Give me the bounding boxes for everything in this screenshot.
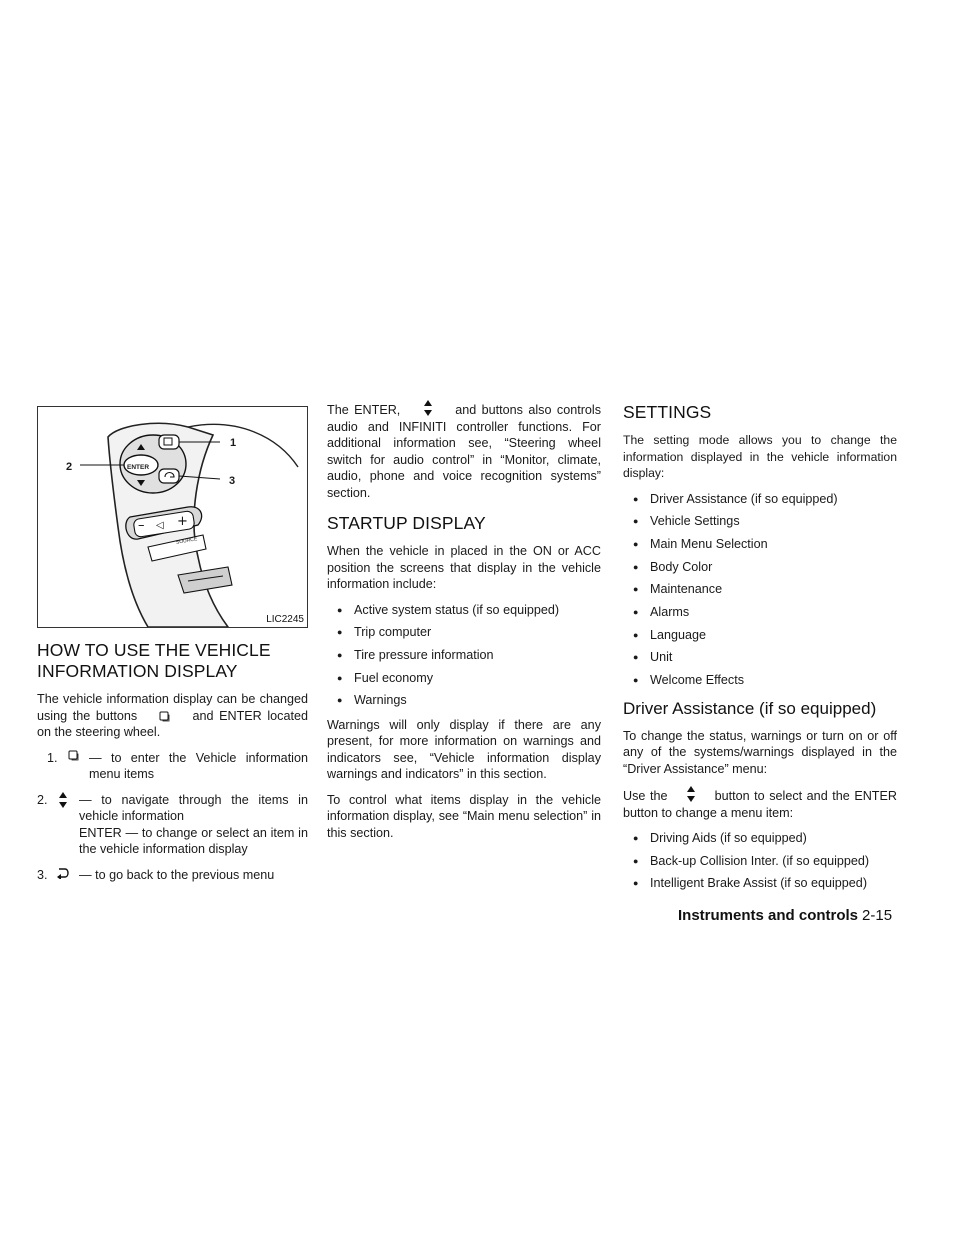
steering-switch-figure — [37, 406, 308, 628]
menu-selection-paragraph: To control what items display in the vehicle information display, see “Main menu selection” in this section. — [327, 792, 601, 840]
warnings-paragraph: Warnings will only display if there are any present, for more information on warnings and indicators see, “Vehicle information display warnings and indicators” in this section. — [327, 717, 601, 782]
column-3 — [623, 402, 897, 900]
list-item: ● Main Menu Selection — [623, 536, 897, 553]
startup-intro: When the vehicle in placed in the ON or ACC position the screens that display in the vehicle information include: — [327, 544, 601, 591]
list-item: ● Warnings — [327, 692, 601, 709]
list-item: ● Maintenance — [623, 581, 897, 598]
list-item-2: 2. — to navigate through the items in vehicle information ENTER — to change or select an item in the vehicle information display — [37, 792, 308, 856]
subheading-driver-assistance: Driver Assistance (if so equipped) — [623, 698, 877, 718]
list-item: ● Active system status (if so equipped) — [327, 602, 601, 619]
intro-paragraph: The vehicle information display can be changed using the buttons and ENTER located on the steering wheel. — [37, 692, 308, 739]
svg-text:+: + — [177, 514, 188, 529]
list-item: ● Tire pressure information — [327, 647, 601, 664]
source-button-label: SOURCE — [175, 536, 198, 546]
settings-list — [623, 491, 897, 689]
page-number: 2-15 — [862, 907, 893, 924]
driver-assistance-paragraph: To change the status, warnings or turn on or off any of the systems/warnings displayed in the “Driver Assistance” menu: — [623, 728, 897, 776]
figure-code: LIC2245 — [266, 614, 304, 625]
list-item-1: 1. — to enter the Vehicle information menu items — [47, 750, 308, 781]
list-item-3: 3. — to go back to the previous menu — [37, 867, 275, 882]
column-1 — [37, 406, 308, 892]
list-item: ● Driving Aids (if so equipped) — [623, 830, 897, 847]
list-item: ● Language — [623, 627, 897, 644]
page-footer — [678, 908, 900, 925]
list-item: ● Vehicle Settings — [623, 513, 897, 530]
section-heading-startup-display: STARTUP DISPLAY — [327, 513, 486, 533]
menu-icon — [57, 750, 89, 783]
driver-assistance-list — [623, 830, 897, 892]
list-item: ● Fuel economy — [327, 670, 601, 687]
svg-text:–: – — [138, 518, 145, 533]
list-item: ● Alarms — [623, 604, 897, 621]
section-heading-settings: SETTINGS — [623, 402, 712, 422]
section-title: Instruments and controls — [678, 907, 859, 924]
list-item: ● Intelligent Brake Assist (if so equipped) — [623, 875, 897, 892]
up-down-arrows-icon — [672, 786, 710, 805]
column-2 — [327, 400, 601, 850]
callout-2: 2 — [66, 461, 73, 473]
settings-intro: The setting mode allows you to change the information displayed in the vehicle information display: — [623, 433, 897, 480]
audio-controller-paragraph: The ENTER, and buttons also controls audio and INFINITI controller functions. For additional information see, “Steering wheel switch for audio control” in “Monitor, climate, audio, phone and voice recognition systems” section. — [327, 400, 601, 501]
up-down-arrows-icon — [47, 792, 79, 858]
enter-button-label: ENTER — [127, 464, 150, 471]
startup-list — [327, 602, 601, 709]
list-item: ● Welcome Effects — [623, 672, 897, 689]
section-heading-how-to-use: HOW TO USE THE VEHICLE INFORMATION DISPLAY — [37, 640, 271, 681]
list-item: ● Body Color — [623, 559, 897, 576]
list-item: ● Unit — [623, 649, 897, 666]
callout-3: 3 — [229, 475, 236, 487]
steering-wheel-switch-illustration — [38, 407, 307, 627]
back-arrow-icon — [47, 867, 79, 884]
menu-icon — [143, 708, 187, 725]
list-item: ● Back-up Collision Inter. (if so equipped) — [623, 853, 897, 870]
use-button-paragraph: Use the button to select and the ENTER button to change a menu item: — [623, 786, 897, 821]
list-item: ● Driver Assistance (if so equipped) — [623, 491, 897, 508]
up-down-arrows-icon — [406, 400, 450, 419]
svg-text:◁: ◁ — [156, 520, 164, 531]
callout-1: 1 — [230, 437, 237, 449]
list-item: ● Trip computer — [327, 624, 601, 641]
